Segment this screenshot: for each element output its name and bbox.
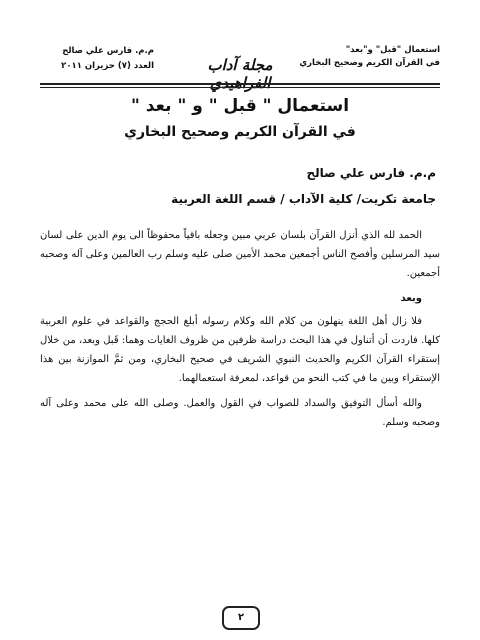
article-subtitle: في القرآن الكريم وصحيح البخاري bbox=[124, 124, 356, 140]
paragraph-transition: وبعد bbox=[400, 293, 422, 304]
header-left-line-1: م.م. فارس علي صالح bbox=[62, 46, 154, 56]
author-name: م.م. فارس علي صالح bbox=[306, 166, 436, 180]
header-rule-thick bbox=[40, 83, 440, 85]
running-header-issue bbox=[44, 44, 154, 74]
header-right-line-2: في القرآن الكريم وصحيح البخاري bbox=[299, 58, 440, 68]
header-left-line-2: العدد (٧) حزيران ٢٠١١ bbox=[61, 61, 154, 71]
page-number: ٢ bbox=[222, 606, 260, 630]
header-rule-thin bbox=[40, 87, 440, 88]
article-title: استعمال " قبل " و " بعد " bbox=[130, 96, 350, 116]
article-body bbox=[40, 226, 440, 438]
paragraph-intro: الحمد لله الذي أنزل القرآن بلسان عربي مبين وجعله باقياً محفوظاً الى يوم الدين على لسان سيد المرسلين وأفصح الناس أجمعين محمد الأمين صلى عليه وسلم رب العالمين وعلى آله وصحبه أجمعين. bbox=[40, 230, 440, 279]
header-right-line-1: استعمال "قبل" و"بعد" bbox=[345, 45, 440, 55]
paragraph-closing: والله أسأل التوفيق والسداد للصواب في القول والعمل. وصلى الله على محمد وعلى آله وصحبه وسلم. bbox=[40, 398, 440, 428]
paragraph-main: فلا زال أهل اللغة ينهلون من كلام الله وكلام رسوله أبلغ الحجج والقواعد في علوم العربية كلها. فاردت أن أتناول في هذا البحث دراسة ظرفين من ظروف الغايات وهما: قَبل وبعد، من خلال إستقراء القرآن الكريم والحديث النبوي الشريف في صحيح البخاري، ومن ثمَّ الموازنة بين هذا الإستقراء وبين ما في كتب النحو من قواعد، لمعرفة استعمالهما. bbox=[40, 316, 440, 384]
running-header-title bbox=[290, 44, 440, 70]
author-affiliation: جامعة تكريت/ كلية الآداب / قسم اللغة العربية bbox=[171, 192, 436, 206]
journal-name: مجلة آداب الفراهيدي bbox=[207, 56, 273, 92]
